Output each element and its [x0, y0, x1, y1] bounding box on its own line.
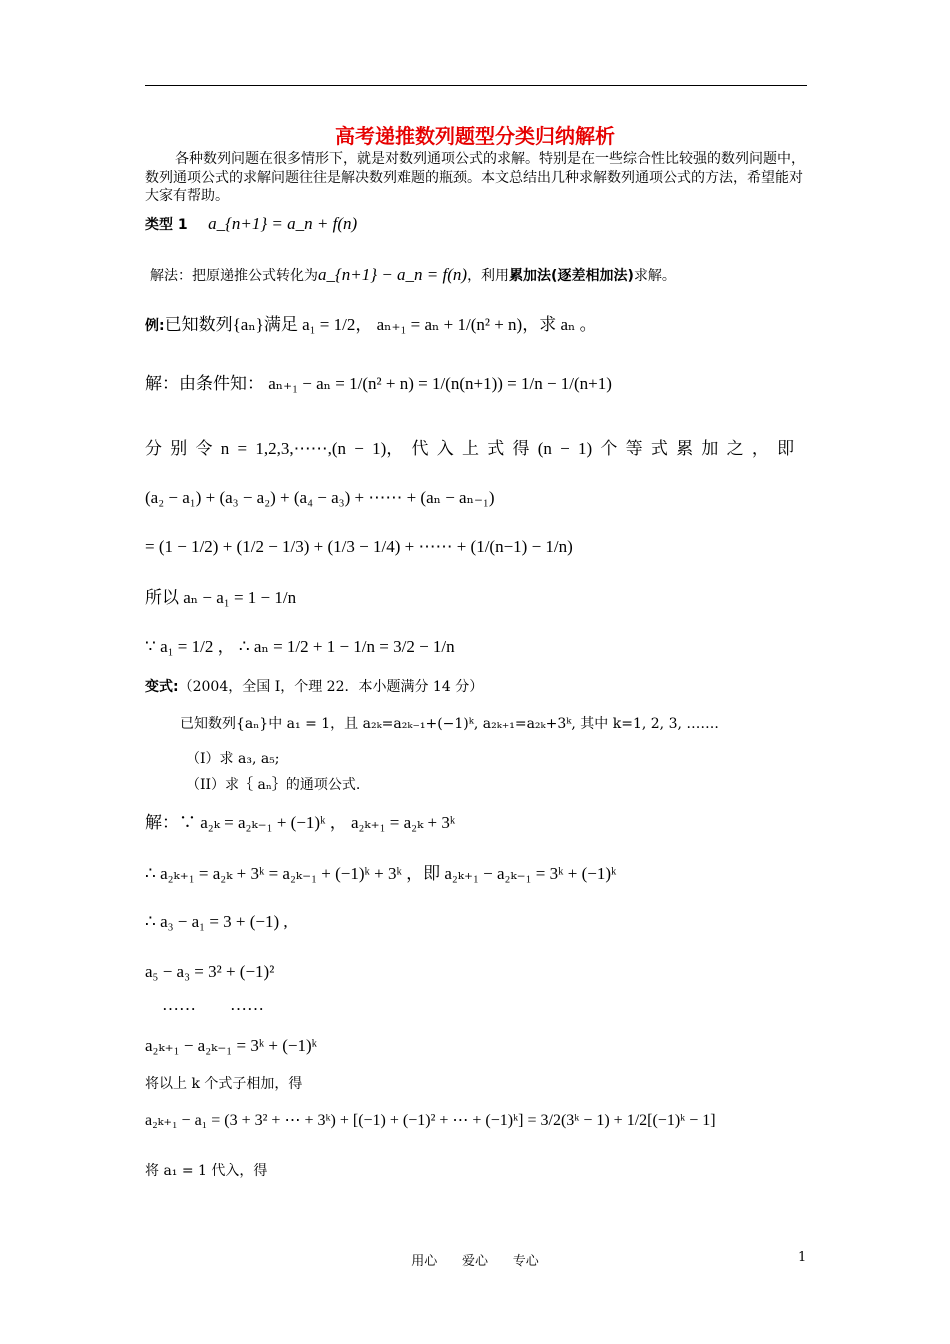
variant-text: （2004，全国 I，个理 22．本小题满分 14 分）	[178, 679, 484, 695]
solution-line-1: 解：由条件知： aₙ₊₁ − aₙ = 1/(n² + n) = 1/(n(n+1)) = 1/n − 1/(n+1)	[145, 374, 612, 393]
document-title: 高考递推数列题型分类归纳解析	[335, 124, 615, 148]
variant-line	[145, 678, 483, 696]
step-line-9: 将 a₁ = 1 代入，得	[145, 1163, 268, 1179]
step-line-2: ∴ a₂ₖ₊₁ = a₂ₖ + 3ᵏ = a₂ₖ₋₁ + (−1)ᵏ + 3ᵏ ，即 a₂ₖ₊₁ − a₂ₖ₋₁ = 3ᵏ + (−1)ᵏ	[145, 864, 617, 883]
method-bold: 累加法(逐差相加法)	[509, 268, 634, 284]
solution-line-6: ∵ a₁ = 1/2 ， ∴ aₙ = 1/2 + 1 − 1/n = 3/2 − 1/n	[145, 637, 455, 656]
intro-paragraph: 各种数列问题在很多情形下，就是对数列通项公式的求解。特别是在一些综合性比较强的数列问题中，数列通项公式的求解问题往往是解决数列难题的瓶颈。本文总结出几种求解数列通项公式的方法，希望能对大家有帮助。	[145, 151, 805, 204]
variant-question-2: （II）求｛ aₙ｝的通项公式.	[186, 777, 361, 793]
variant-label: 变式:	[145, 679, 179, 695]
example-line	[145, 316, 597, 335]
method-formula: a_{n+1} − a_n = f(n)	[318, 265, 468, 284]
step-line-6: a₂ₖ₊₁ − a₂ₖ₋₁ = 3ᵏ + (−1)ᵏ	[145, 1036, 318, 1055]
step-line-7: 将以上 k 个式子相加，得	[145, 1076, 303, 1092]
type-1-heading	[145, 215, 357, 234]
example-text: 已知数列{aₙ}满足 a₁ = 1/2， aₙ₊₁ = aₙ + 1/(n² + n)，求 aₙ 。	[164, 315, 597, 334]
step-line-1: 解：∵ a₂ₖ = a₂ₖ₋₁ + (−1)ᵏ ， a₂ₖ₊₁ = a₂ₖ + 3ᵏ	[145, 813, 456, 832]
step-line-ellipsis: …… ……	[162, 995, 264, 1014]
footer-center: 用心 爱心 专心	[411, 1254, 539, 1269]
type-1-formula: a_{n+1} = a_n + f(n)	[208, 214, 358, 233]
example-label: 例:	[145, 318, 165, 334]
header-rule	[145, 85, 807, 86]
method-prefix: 解法：把原递推公式转化为	[150, 268, 318, 284]
variant-question-1: （I）求 a₃, a₅;	[186, 751, 280, 767]
method-suffix: 求解。	[633, 268, 676, 284]
variant-statement: 已知数列{aₙ}中 a₁ = 1，且 a₂ₖ=a₂ₖ₋₁+(−1)ᵏ, a₂ₖ₊₁=a₂ₖ+3ᵏ, 其中 k=1, 2, 3, …….	[180, 716, 719, 732]
solution-line-3: (a₂ − a₁) + (a₃ − a₂) + (a₄ − a₃) + ⋯⋯ + (aₙ − aₙ₋₁)	[145, 488, 495, 507]
method-line	[150, 266, 676, 285]
method-middle: ，利用	[467, 268, 510, 284]
step-line-8: a₂ₖ₊₁ − a₁ = (3 + 3² + ⋯ + 3ᵏ) + [(−1) + (−1)² + ⋯ + (−1)ᵏ] = 3/2(3ᵏ − 1) + 1/2[(−1)ᵏ − 1]	[145, 1112, 716, 1129]
step-line-3: ∴ a₃ − a₁ = 3 + (−1) ,	[145, 912, 288, 931]
solution-line-4: = (1 − 1/2) + (1/2 − 1/3) + (1/3 − 1/4) + ⋯⋯ + (1/(n−1) − 1/n)	[145, 537, 573, 556]
type-1-label: 类型 1	[145, 217, 188, 233]
page-number: 1	[798, 1250, 807, 1265]
solution-line-2: 分 别 令 n = 1,2,3,⋯⋯,(n − 1)， 代 入 上 式 得 (n − 1) 个 等 式 累 加 之 ， 即	[145, 439, 795, 458]
solution-line-5: 所以 aₙ − a₁ = 1 − 1/n	[145, 588, 297, 607]
step-line-4: a₅ − a₃ = 3² + (−1)²	[145, 962, 275, 981]
